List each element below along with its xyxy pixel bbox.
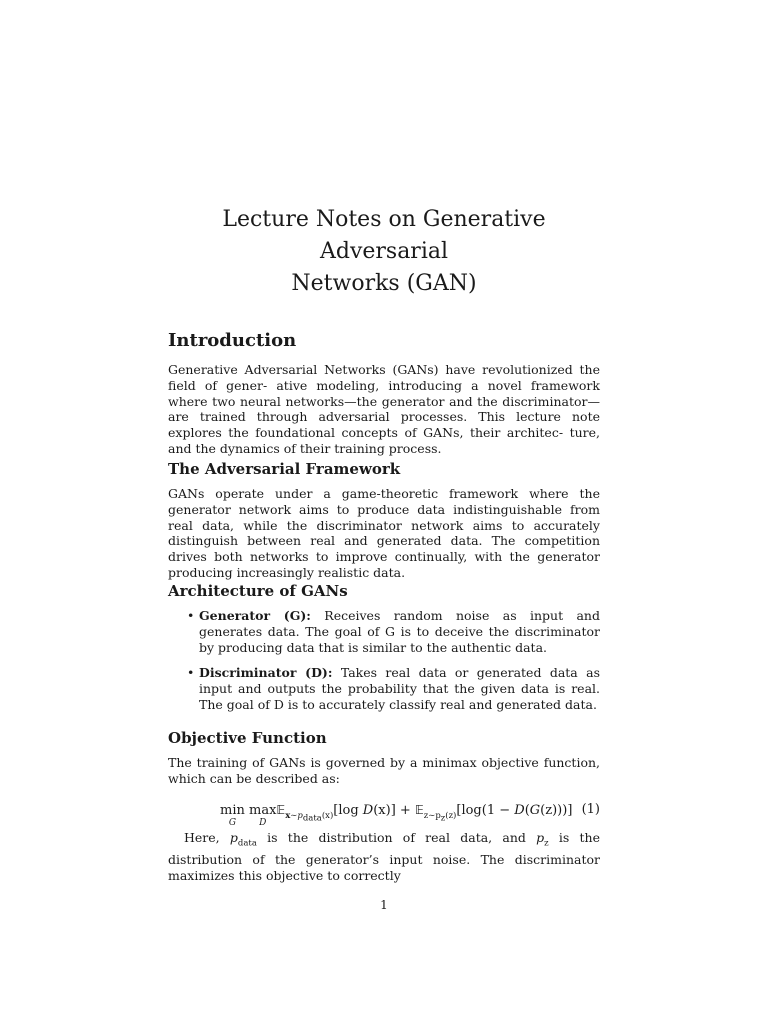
expectation-subscript-2 (423, 810, 457, 824)
adversarial-framework-paragraph (168, 486, 600, 581)
objective-explanation (168, 830, 600, 884)
adversarial-framework-heading: The Adversarial Framework (168, 460, 401, 478)
text-line: network aims to accurately distinguish between real and generated data. The (168, 517, 600, 549)
title-line-1: Lecture Notes on Generative Adversarial (222, 207, 546, 264)
sub-sim: ∼ (290, 810, 298, 821)
bullet-icon: • (187, 608, 195, 623)
text-line: outputs the probability that the given data is real. The goal of D is to (199, 681, 600, 712)
p-z-subscript: z (544, 838, 549, 849)
sub-arg: (x) (321, 810, 334, 821)
term1-arg: (x) (373, 803, 391, 818)
max-operator (249, 801, 277, 828)
objective-equation (168, 800, 600, 828)
text-line: The training of GANs is governed by a minimax objective function, which can (168, 755, 600, 786)
equation-number: (1) (581, 802, 600, 817)
text-line: This lecture note explores the foundational concepts of GANs, their architec- (168, 409, 600, 441)
bullet-icon: • (187, 665, 195, 681)
term2-D: D (514, 803, 525, 818)
architecture-list (168, 608, 600, 723)
p-z-symbol: p (536, 830, 545, 845)
term2-close: ))] (557, 803, 573, 818)
expectation-symbol: 𝔼 (414, 803, 424, 817)
p-data-subscript: data (237, 838, 257, 849)
text-line: aims to produce data indistinguishable from real data, while the discriminator (168, 501, 600, 533)
sub2-arg: (z) (445, 810, 457, 821)
text-line: Generative Adversarial Networks (GANs) have revolutionized the field of gener- (168, 362, 600, 393)
title-line-2: Networks (GAN) (291, 271, 477, 296)
term2-G: G (529, 803, 541, 818)
sub-data: data (302, 813, 322, 824)
architecture-heading: Architecture of GANs (168, 582, 348, 600)
text-line: goal of G is to deceive the discriminator by producing data that is similar (199, 623, 601, 655)
min-subscript: G (228, 818, 237, 828)
introduction-paragraph (168, 362, 600, 457)
generator-term: Generator (G): (199, 608, 311, 623)
min-operator (220, 801, 245, 828)
introduction-heading: Introduction (168, 330, 297, 351)
sub2-text: z∼p (423, 810, 441, 821)
p-data-symbol: p (229, 830, 238, 845)
text-line: Receives random noise as input and generates data. The (199, 608, 600, 639)
sub2-z: z (440, 813, 446, 824)
max-text: max (249, 803, 277, 818)
list-item-generator (168, 608, 600, 655)
objective-heading: Objective Function (168, 729, 327, 747)
text-fragment: Here, (184, 830, 230, 845)
page-number: 1 (380, 898, 388, 912)
text-fragment: is the distribution of real data, and (256, 830, 537, 845)
objective-paragraph (168, 755, 600, 787)
text-line: be described as: (236, 770, 340, 786)
document-title (168, 204, 600, 300)
term2-arg: (z) (540, 803, 558, 818)
term1-open: [log (333, 803, 363, 818)
term1-close: ] + (390, 803, 415, 818)
min-text: min (220, 803, 245, 818)
text-line: to the authentic data. (410, 639, 547, 655)
text-line: Takes real data or generated data as input and (199, 665, 600, 697)
text-line: accurately classify real and generated data. (318, 696, 597, 712)
equation-body: min G max D 𝔼$_{x\sim p_{data}(x)}$[log D(x)] + 𝔼$_{z\sim p_z(z)}$[log(1 − D(G(z)))] (220, 800, 572, 828)
term2-open: [log(1 − (456, 803, 515, 818)
list-item-discriminator (168, 665, 600, 712)
expectation-symbol: 𝔼 (276, 803, 286, 817)
text-line: GANs operate under a game-theoretic framework where the generator network (168, 486, 600, 517)
discriminator-term: Discriminator (D): (199, 665, 333, 681)
term1-D: D (362, 803, 374, 818)
text-line: ture, and the dynamics of their training process. (168, 425, 600, 456)
text-fragment: is the distribution of the (168, 830, 600, 868)
text-line: generator’s input noise. The discriminator maximizes this objective to correctly (168, 852, 600, 884)
max-subscript: D (259, 818, 267, 828)
text-line: competition drives both networks to improve continually, with the generator (168, 533, 600, 565)
expectation-subscript-1 (285, 810, 334, 824)
sub-x: x (285, 810, 291, 821)
text-line: ative modeling, introducing a novel framework where two neural networks—the (168, 377, 600, 409)
sub-p: p (297, 810, 303, 821)
text-line: generator and the discriminator—are trained through adversarial processes. (168, 393, 600, 425)
text-line: producing increasingly realistic data. (168, 564, 406, 580)
